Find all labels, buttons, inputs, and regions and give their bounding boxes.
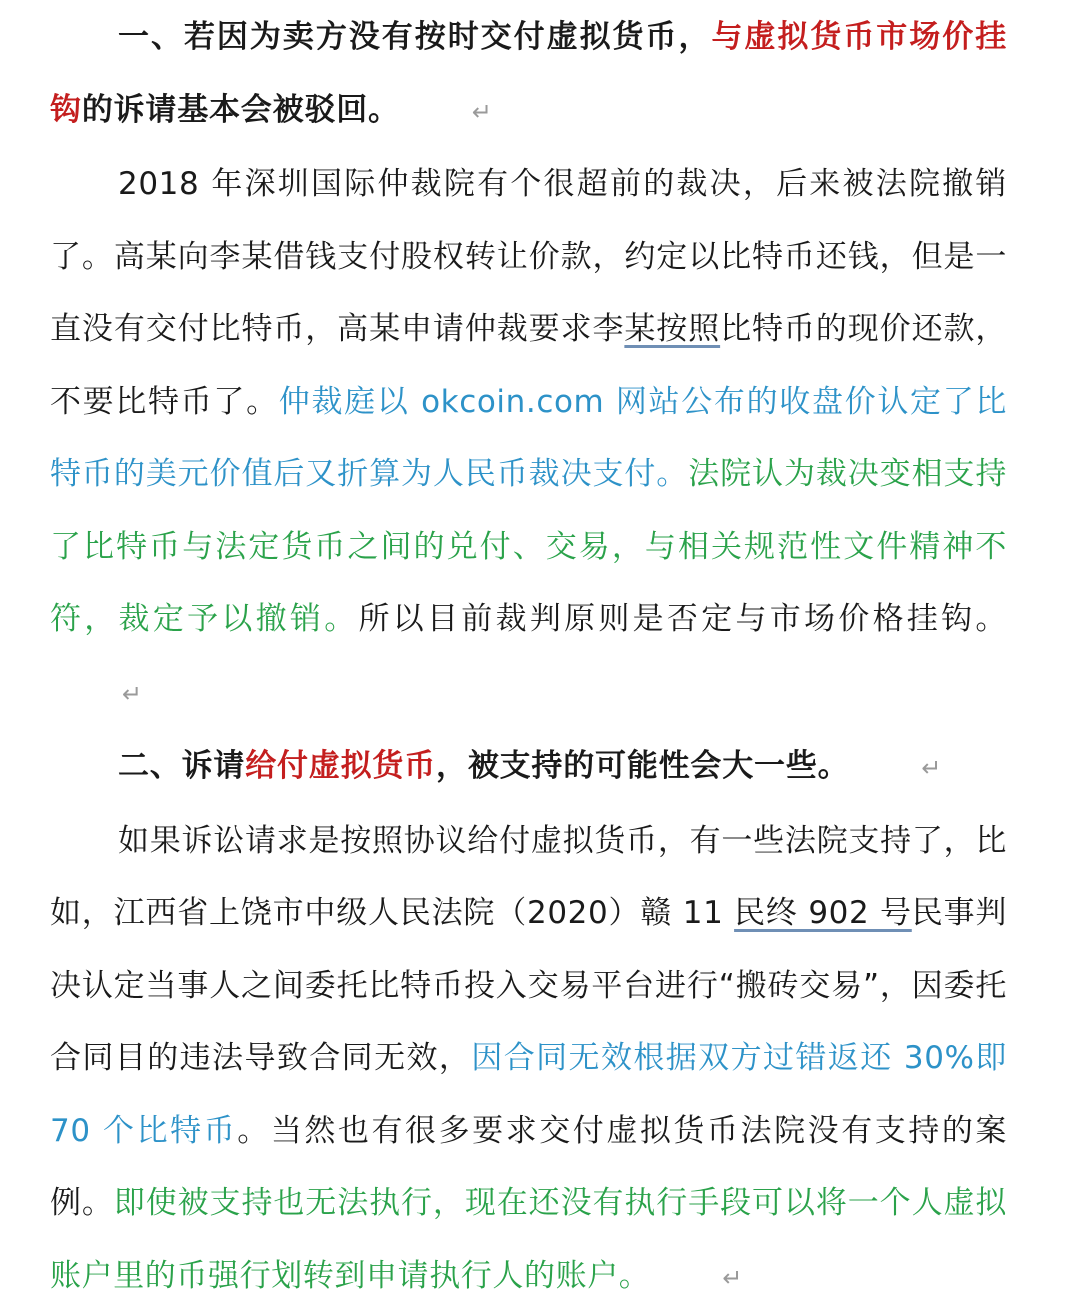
heading-one-suffix: 的诉请基本会被驳回。 — [82, 92, 400, 128]
paragraph-one-text-3: 所以目前裁判原则是否定与市场价格挂钩。 — [358, 601, 1007, 637]
paragraph-two-text-1: 如果诉讼请求是按照协议给付虚拟货币，有一些法院支持了，比如，江西省上饶市中级人民法院（2020）赣 11 — [50, 823, 1007, 932]
paragraph-two — [50, 805, 1007, 1314]
paragraph-two-text-2: 民事判决认定当事人之间委托比特币投入交易平台进行“搬砖交易”，因委托合同目的违法导致合同无效， — [50, 895, 1007, 1076]
paragraph-one — [50, 148, 1007, 730]
paragraph-one-text-2: 比特币的现价还款，不要比特币了。 — [50, 311, 1007, 420]
paragraph-one-blue-text: 仲裁庭以 okcoin.com 网站公布的收盘价认定了比特币的美元价值后又折算为人民币裁决支付。 — [50, 384, 1007, 493]
paragraph-two-blue-text: 因合同无效根据双方过错返还 30%即 70 个比特币 — [50, 1040, 1007, 1149]
paragraph-one-green-text: 法院认为裁决变相支持了比特币与法定货币之间的兑付、交易，与相关规范性文件精神不符，裁定予以撤销。 — [50, 456, 1007, 637]
paragraph-mark-icon: ↵ — [654, 1242, 743, 1314]
heading-one — [50, 0, 1007, 148]
heading-one-prefix: 一、若因为卖方没有按时交付虚拟货币， — [118, 19, 711, 55]
paragraph-mark-icon: ↵ — [404, 76, 493, 149]
paragraph-two-underlined: 民终 902 号 — [734, 895, 912, 931]
paragraph-mark-icon: ↵ — [853, 732, 942, 805]
heading-two-highlight: 给付虚拟货币 — [245, 748, 436, 784]
paragraph-mark-icon: ↵ — [54, 658, 143, 731]
paragraph-one-text-1: 2018 年深圳国际仲裁院有个很超前的裁决，后来被法院撤销了。高某向李某借钱支付股权转让价款，约定以比特币还钱，但是一直没有交付比特币，高某申请仲裁要求李 — [50, 166, 1007, 347]
paragraph-two-text-3: 。当然也有很多要求交付虚拟货币法院没有支持的案例。 — [50, 1113, 1007, 1222]
heading-two-suffix: ，被支持的可能性会大一些。 — [436, 748, 849, 784]
heading-one-highlight: 与虚拟货币市场价挂钩 — [50, 19, 1007, 128]
heading-two — [50, 730, 1007, 805]
heading-two-prefix: 二、诉请 — [118, 748, 245, 784]
paragraph-one-underlined: 某按照 — [624, 311, 720, 347]
paragraph-two-green-text: 即使被支持也无法执行，现在还没有执行手段可以将一个人虚拟账户里的币强行划转到申请执行人的账户。 — [50, 1185, 1007, 1294]
